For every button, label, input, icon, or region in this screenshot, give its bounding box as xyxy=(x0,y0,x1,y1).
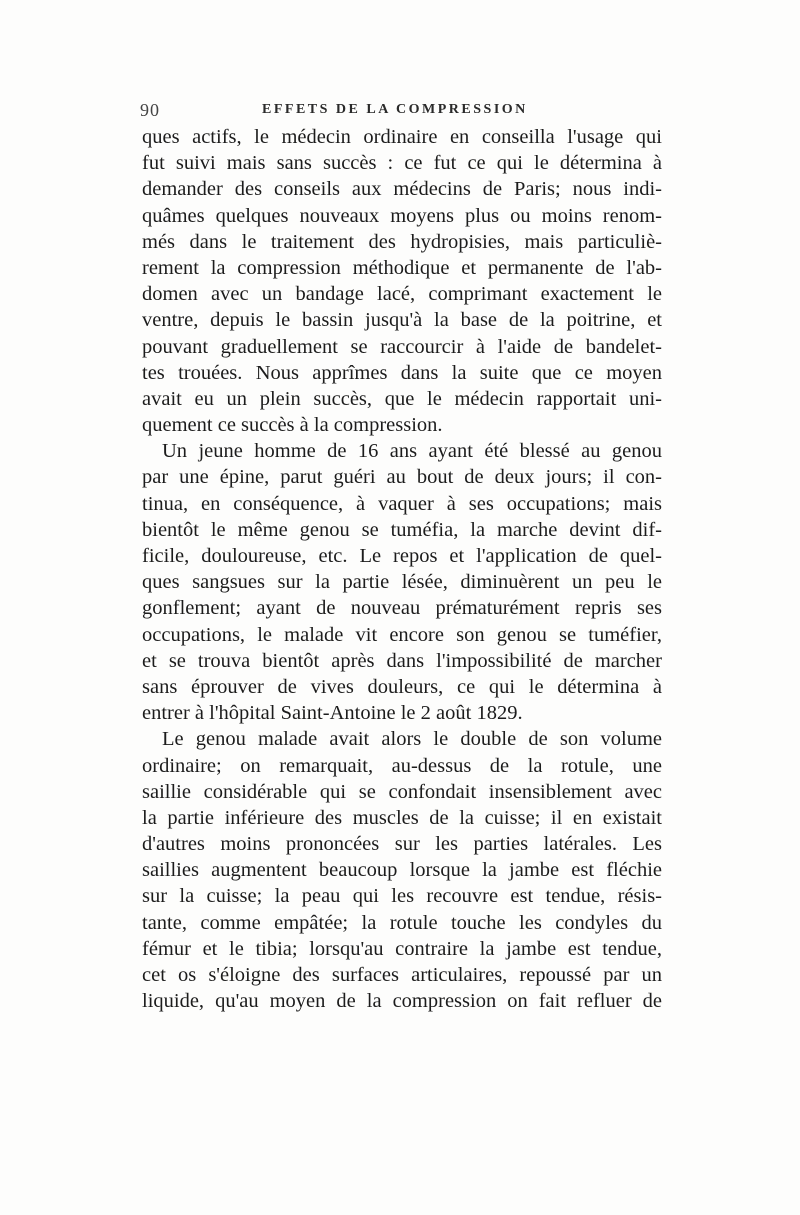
text-line: liquide, qu'au moyen de la compression on fait refluer de xyxy=(142,990,662,1013)
text-line: cet os s'éloigne des surfaces articulaires, repoussé par un xyxy=(142,964,662,986)
running-header xyxy=(140,98,670,122)
text-line: més dans le traitement des hydropisies, mais particuliè- xyxy=(142,230,662,253)
text-line: ques sangsues sur la partie lésée, diminuèrent un peu le xyxy=(142,571,662,594)
paragraph-end-line: entrer à l'hôpital Saint-Antoine le 2 août 1829. xyxy=(142,702,523,725)
page-number: 90 xyxy=(140,100,160,120)
text-line: sans éprouver de vives douleurs, ce qui le détermina à xyxy=(142,675,662,698)
paragraph-end-line: quement ce succès à la compression. xyxy=(142,414,443,437)
text-line: saillie considérable qui se confondait insensiblement avec xyxy=(142,780,662,803)
text-line: sur la cuisse; la peau qui les recouvre est tendue, résis- xyxy=(142,885,662,908)
text-line: ques actifs, le médecin ordinaire en conseilla l'usage qui xyxy=(142,126,662,148)
paragraph-first-line: Un jeune homme de 16 ans ayant été blessé au genou xyxy=(162,440,662,463)
text-line: fémur et le tibia; lorsqu'au contraire la jambe est tendue, xyxy=(142,937,662,960)
text-line: domen avec un bandage lacé, comprimant exactement le xyxy=(142,283,662,306)
text-line: ordinaire; on remarquait, au-dessus de la rotule, une xyxy=(142,754,662,777)
text-line: fut suivi mais sans succès : ce fut ce qui le détermina à xyxy=(142,152,662,175)
text-line: la partie inférieure des muscles de la cuisse; il en existait xyxy=(142,806,662,829)
text-line: rement la compression méthodique et permanente de l'ab- xyxy=(142,256,662,279)
text-line: tante, comme empâtée; la rotule touche les condyles du xyxy=(142,911,662,934)
text-line: occupations, le malade vit encore son genou se tuméfier, xyxy=(142,623,662,646)
text-line: saillies augmentent beaucoup lorsque la jambe est fléchie xyxy=(142,859,662,882)
text-line: gonflement; ayant de nouveau prématurément repris ses xyxy=(142,597,662,620)
running-title: EFFETS DE LA COMPRESSION xyxy=(262,102,528,117)
text-line: bientôt le même genou se tuméfia, la marche devint dif- xyxy=(142,518,662,541)
text-line: ficile, douloureuse, etc. Le repos et l'application de quel- xyxy=(142,545,662,567)
text-line: tes trouées. Nous apprîmes dans la suite que ce moyen xyxy=(142,361,662,384)
text-line: par une épine, parut guéri au bout de deux jours; il con- xyxy=(142,466,662,489)
body-text xyxy=(142,124,662,1014)
text-line: et se trouva bientôt après dans l'impossibilité de marcher xyxy=(142,649,662,672)
text-line: ventre, depuis le bassin jusqu'à la base de la poitrine, et xyxy=(142,309,662,332)
text-line: d'autres moins prononcées sur les parties latérales. Les xyxy=(142,833,662,856)
text-line: avait eu un plein succès, que le médecin rapportait uni- xyxy=(142,387,662,410)
text-line: quâmes quelques nouveaux moyens plus ou moins renom- xyxy=(142,204,662,227)
text-line: tinua, en conséquence, à vaquer à ses occupations; mais xyxy=(142,492,662,515)
paragraph-first-line: Le genou malade avait alors le double de son volume xyxy=(162,728,662,751)
text-line: demander des conseils aux médecins de Paris; nous indi- xyxy=(142,178,662,201)
text-line: pouvant graduellement se raccourcir à l'aide de bandelet- xyxy=(142,335,662,358)
